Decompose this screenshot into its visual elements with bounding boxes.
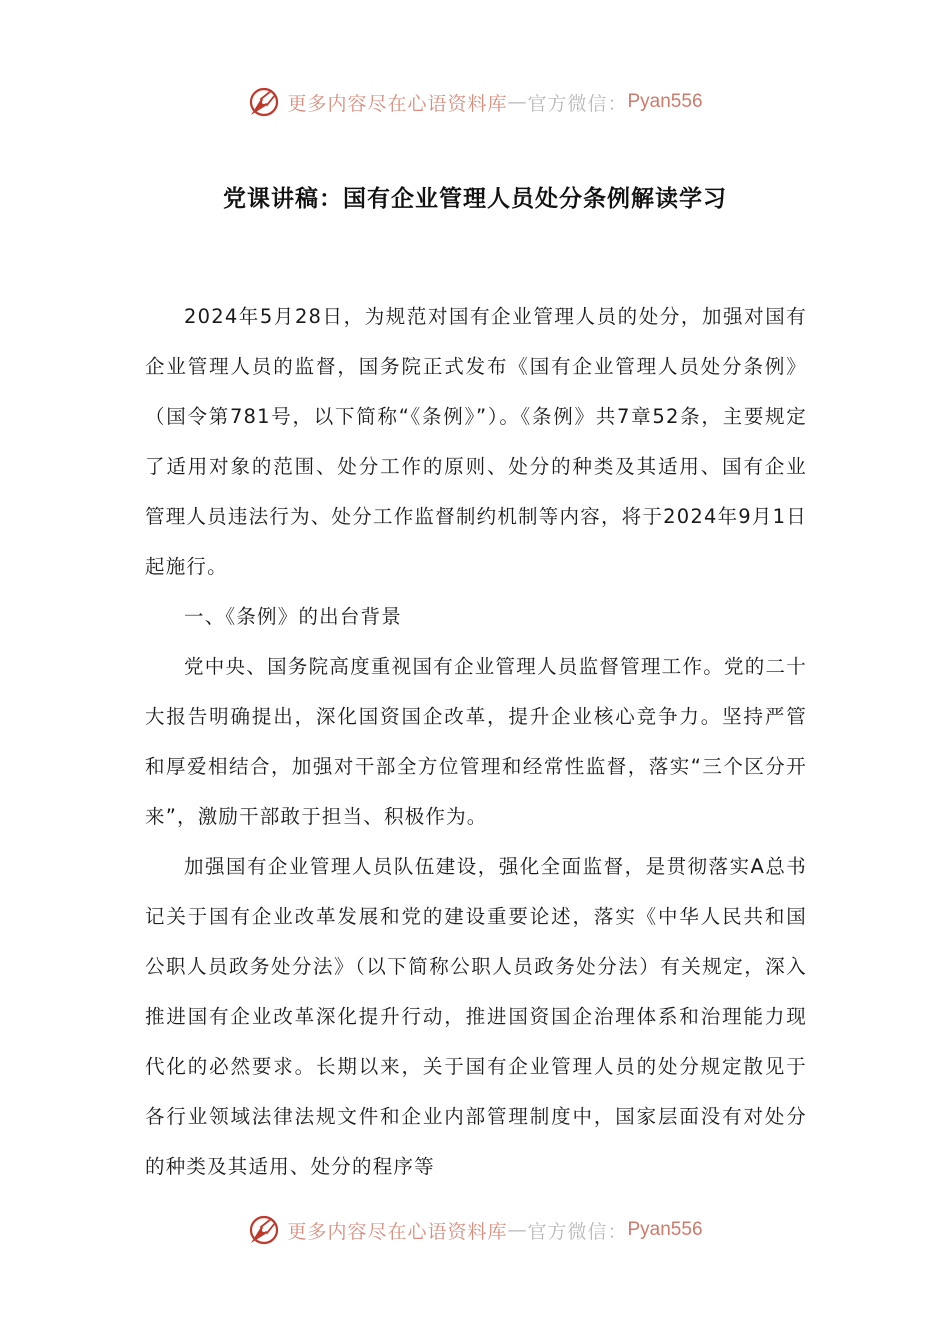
paragraph-background-2: 加强国有企业管理人员队伍建设，强化全面监督，是贯彻落实A总书记关于国有企业改革发展和党的建设重要论述，落实《中华人民共和国公职人员政务处分法》（以下简称公职人员政务处分法）有关规定，深入推进国有企业改革深化提升行动，推进国资国企治理体系和治理能力现代化的必然要求。长期以来，关于国有企业管理人员的处分规定散见于各行业领域法律法规文件和企业内部管理制度中，国家层面没有对处分的种类及其适用、处分的程序等 [145,855,807,1178]
paragraph-intro: 2024年5月28日，为规范对国有企业管理人员的处分，加强对国有企业管理人员的监督，国务院正式发布《国有企业管理人员处分条例》（国令第781号，以下简称“《条例》”）。《条例》共7章52条，主要规定了适用对象的范围、处分工作的原则、处分的种类及其适用、国有企业管理人员违法行为、处分工作监督制约机制等内容，将于2024年9月1日起施行。 [145,305,807,578]
banner-wechat-id: Pyan556 [627,1219,703,1240]
banner-dash: — [507,1219,528,1241]
footer-banner [0,1208,950,1252]
pen-nib-logo-icon [247,1213,281,1247]
document-body [145,292,807,1192]
banner-text: 更多内容尽在心语资料库 [287,1220,508,1243]
banner-text: 更多内容尽在心语资料库 [287,92,508,115]
banner-dash: — [507,91,528,113]
document-title: 党课讲稿：国有企业管理人员处分条例解读学习 [223,186,727,212]
pen-nib-logo-icon [247,85,281,119]
header-banner [0,80,950,124]
banner-wechat-label: 官方微信： [527,1220,628,1243]
banner-wechat-label: 官方微信： [527,92,628,115]
banner-wechat-id: Pyan556 [627,91,703,112]
section-heading-background: 一、《条例》的出台背景 [184,605,402,628]
paragraph-background-1: 党中央、国务院高度重视国有企业管理人员监督管理工作。党的二十大报告明确提出，深化国资国企改革，提升企业核心竞争力。坚持严管和厚爱相结合，加强对干部全方位管理和经常性监督，落实“三个区分开来”，激励干部敢于担当、积极作为。 [145,655,807,828]
